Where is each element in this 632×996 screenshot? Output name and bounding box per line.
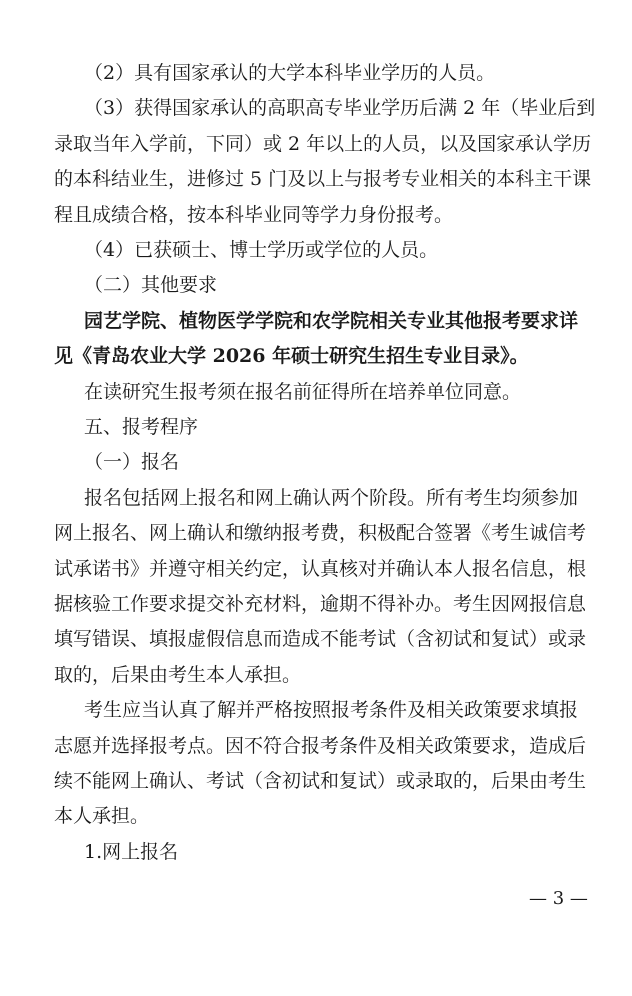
requirement-item-3-line-3: 的本科结业生，进修过 5 门及以上与报考专业相关的本科主干课 xyxy=(54,168,592,190)
section-heading-other-requirements: （二）其他要求 xyxy=(84,274,218,296)
registration-paragraph-line-1: 报名包括网上报名和网上确认两个阶段。所有考生均须参加 xyxy=(84,487,579,509)
bold-notice-line-2: 见《青岛农业大学 2026 年硕士研究生招生专业目录》。 xyxy=(54,345,529,367)
requirement-item-2: （2）具有国家承认的大学本科毕业学历的人员。 xyxy=(84,62,496,84)
graduate-student-notice: 在读研究生报考须在报名前征得所在培养单位同意。 xyxy=(84,381,522,403)
section-heading-procedure: 五、报考程序 xyxy=(84,416,199,438)
requirement-item-4: （4）已获硕士、博士学历或学位的人员。 xyxy=(84,239,439,261)
candidate-paragraph-line-2: 志愿并选择报考点。因不符合报考条件及相关政策要求，造成后 xyxy=(54,735,587,757)
registration-paragraph-line-4: 据核验工作要求提交补充材料，逾期不得补办。考生因网报信息 xyxy=(54,593,587,615)
requirement-item-3-line-1: （3）获得国家承认的高职高专毕业学历后满 2 年（毕业后到 xyxy=(84,97,596,119)
registration-paragraph-line-5: 填写错误、填报虚假信息而造成不能考试（含初试和复试）或录 xyxy=(54,628,587,650)
registration-paragraph-line-3: 试承诺书》并遵守相关约定，认真核对并确认本人报名信息，根 xyxy=(54,558,587,580)
requirement-item-3-line-2: 录取当年入学前，下同）或 2 年以上的人员，以及国家承认学历 xyxy=(54,133,592,155)
subsection-heading-online-registration: 1.网上报名 xyxy=(84,841,179,863)
candidate-paragraph-line-1: 考生应当认真了解并严格按照报考条件及相关政策要求填报 xyxy=(84,699,579,721)
subsection-heading-registration: （一）报名 xyxy=(84,451,180,473)
candidate-paragraph-line-4: 本人承担。 xyxy=(54,805,150,827)
page-number: — 3 — xyxy=(529,888,588,909)
registration-paragraph-line-2: 网上报名、网上确认和缴纳报考费，积极配合签署《考生诚信考 xyxy=(54,522,587,544)
bold-notice-line-1: 园艺学院、植物医学学院和农学院相关专业其他报考要求详 xyxy=(84,310,579,332)
candidate-paragraph-line-3: 续不能网上确认、考试（含初试和复试）或录取的，后果由考生 xyxy=(54,770,587,792)
registration-paragraph-line-6: 取的，后果由考生本人承担。 xyxy=(54,664,302,686)
requirement-item-3-line-4: 程且成绩合格，按本科毕业同等学力身份报考。 xyxy=(54,204,454,226)
